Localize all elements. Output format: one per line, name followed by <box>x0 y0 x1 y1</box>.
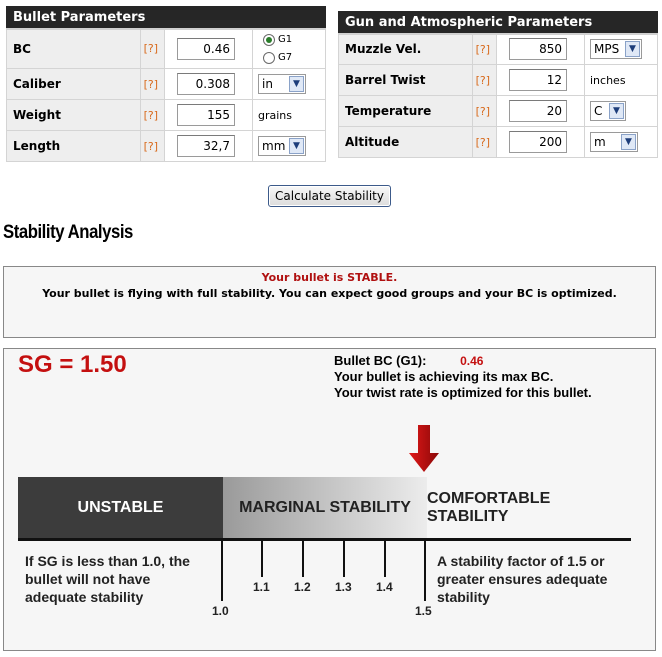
calculate-stability-button[interactable]: Calculate Stability <box>268 185 391 207</box>
chevron-down-icon: ▼ <box>289 76 304 92</box>
bc-info-label: Bullet BC (G1): <box>334 353 427 368</box>
chevron-down-icon: ▼ <box>625 41 640 57</box>
caliber-label: Caliber <box>7 69 141 100</box>
unstable-note-line: If SG is less than 1.0, the <box>25 553 190 569</box>
chevron-down-icon: ▼ <box>289 138 304 154</box>
band-marginal: MARGINAL STABILITY <box>223 477 427 539</box>
g1-label: G1 <box>278 34 293 46</box>
gun-parameters-table <box>338 11 658 158</box>
weight-unit: grains <box>253 100 326 131</box>
length-label: Length <box>7 131 141 162</box>
tick-1-1 <box>261 539 263 577</box>
tick-1-5 <box>424 539 426 601</box>
tick-1-0 <box>221 539 223 601</box>
stable-note-line: A stability factor of 1.5 or <box>437 553 605 569</box>
stable-note <box>437 552 607 606</box>
chevron-down-icon: ▼ <box>609 103 624 119</box>
bc-status-line: Your bullet is achieving its max BC. <box>334 369 554 384</box>
length-help-link[interactable]: [?] <box>141 131 165 162</box>
muzzle-label: Muzzle Vel. <box>339 34 473 65</box>
tick-1-2 <box>302 539 304 577</box>
bc-info-value: 0.46 <box>460 354 484 368</box>
twist-label: Barrel Twist <box>339 65 473 96</box>
weight-help-link[interactable]: [?] <box>141 100 165 131</box>
tick-label-1-5: 1.5 <box>415 604 432 618</box>
tick-label-1-3: 1.3 <box>335 580 352 594</box>
altitude-label: Altitude <box>339 127 473 158</box>
result-box <box>3 266 656 338</box>
bc-help-link[interactable]: [?] <box>141 29 165 69</box>
length-input[interactable]: 32,7 <box>177 135 235 157</box>
temperature-unit-value: C <box>594 104 603 118</box>
sg-panel <box>3 348 656 651</box>
g7-radio[interactable] <box>263 51 325 65</box>
altitude-unit-value: m <box>594 135 606 149</box>
unstable-note-line: bullet will not have <box>25 571 151 587</box>
muzzle-input[interactable]: 850 <box>509 38 567 60</box>
caliber-input[interactable]: 0.308 <box>177 73 235 95</box>
tick-label-1-0: 1.0 <box>212 604 229 618</box>
weight-input[interactable]: 155 <box>177 104 235 126</box>
bc-info <box>334 353 483 368</box>
chevron-down-icon: ▼ <box>621 134 636 150</box>
caliber-help-link[interactable]: [?] <box>141 69 165 100</box>
scale-axis <box>18 538 631 541</box>
band-comfortable: COMFORTABLE STABILITY <box>427 490 551 525</box>
bc-label: BC <box>7 29 141 69</box>
g1-radio[interactable] <box>263 33 325 47</box>
altitude-help-link[interactable]: [?] <box>473 127 497 158</box>
muzzle-unit-select[interactable] <box>590 39 642 59</box>
altitude-input[interactable]: 200 <box>509 131 567 153</box>
muzzle-unit-value: MPS <box>594 42 620 57</box>
temperature-input[interactable]: 20 <box>509 100 567 122</box>
length-unit-value: mm <box>262 139 286 153</box>
g7-label: G7 <box>278 52 293 64</box>
temperature-unit-select[interactable] <box>590 101 626 121</box>
length-unit-select[interactable] <box>258 136 306 156</box>
twist-unit: inches <box>585 65 658 96</box>
twist-input[interactable]: 12 <box>509 69 567 91</box>
temperature-label: Temperature <box>339 96 473 127</box>
sg-value: SG = 1.50 <box>18 351 127 378</box>
analysis-title: Stability Analysis <box>3 222 133 243</box>
stable-note-line: greater ensures adequate <box>437 571 608 587</box>
unstable-note <box>25 552 190 606</box>
bullet-parameters-table <box>6 6 326 162</box>
gun-parameters-title: Gun and Atmospheric Parameters <box>339 12 658 34</box>
tick-label-1-4: 1.4 <box>376 580 393 594</box>
bc-input[interactable]: 0.46 <box>177 38 235 60</box>
tick-1-3 <box>343 539 345 577</box>
tick-label-1-2: 1.2 <box>294 580 311 594</box>
caliber-unit-value: in <box>262 77 273 91</box>
weight-label: Weight <box>7 100 141 131</box>
stable-note-line: stability <box>437 589 490 605</box>
band-unstable: UNSTABLE <box>18 477 223 539</box>
muzzle-help-link[interactable]: [?] <box>473 34 497 65</box>
result-message: Your bullet is flying with full stability. You can expect good groups and your BC is optimized. <box>42 287 617 300</box>
tick-label-1-1: 1.1 <box>253 580 270 594</box>
temperature-help-link[interactable]: [?] <box>473 96 497 127</box>
twist-help-link[interactable]: [?] <box>473 65 497 96</box>
unstable-note-line: adequate stability <box>25 589 144 605</box>
tick-1-4 <box>384 539 386 577</box>
result-status: Your bullet is STABLE. <box>261 271 398 284</box>
twist-status-line: Your twist rate is optimized for this bullet. <box>334 385 592 400</box>
caliber-unit-select[interactable] <box>258 74 306 94</box>
altitude-unit-select[interactable] <box>590 132 638 152</box>
sg-pointer-arrow-icon <box>408 425 440 473</box>
bullet-parameters-title: Bullet Parameters <box>7 7 326 29</box>
